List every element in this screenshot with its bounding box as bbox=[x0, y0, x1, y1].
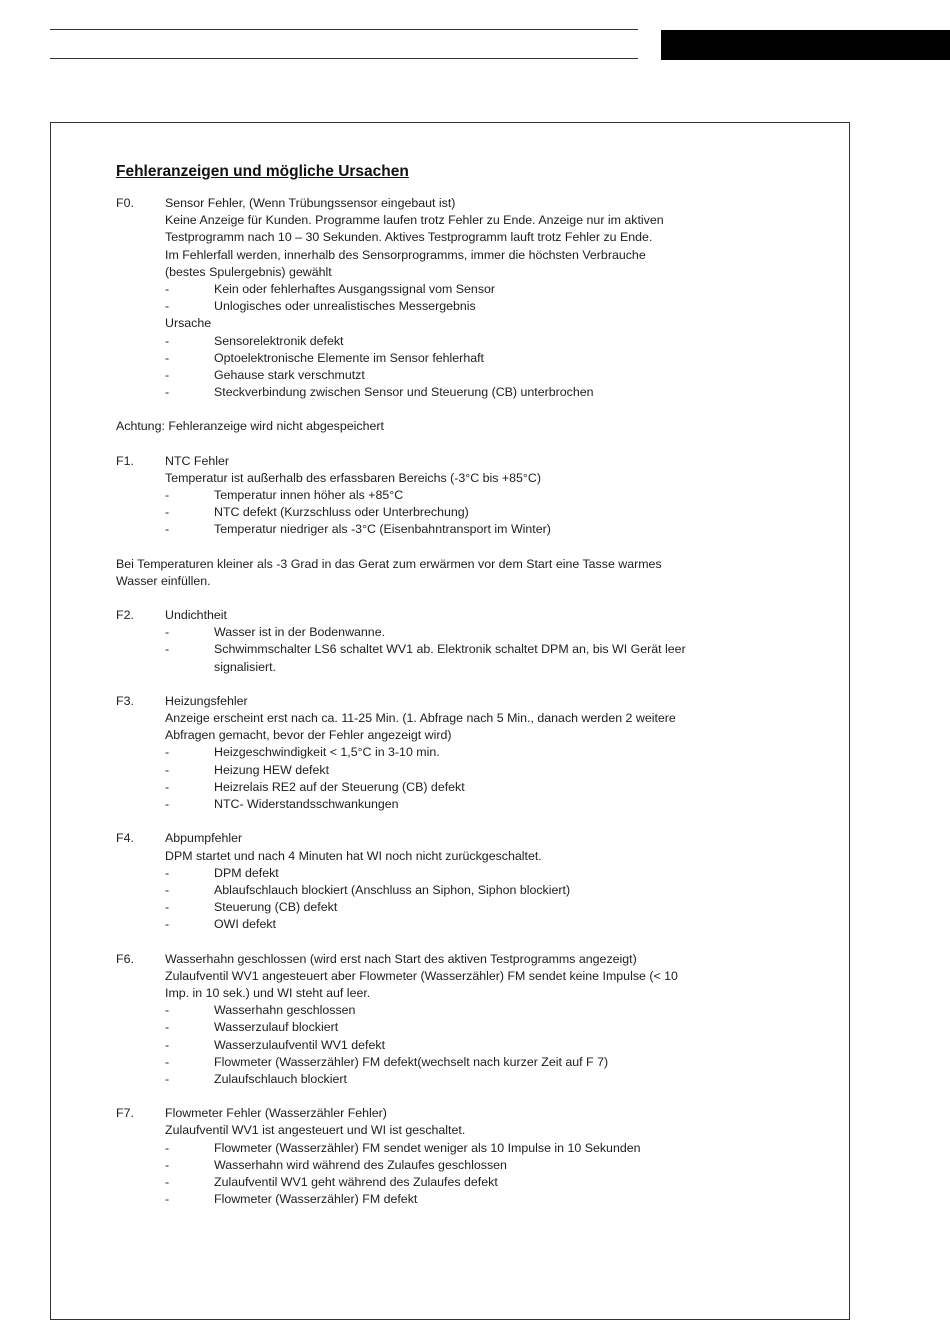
list-item: - Wasserzulauf blockiert bbox=[165, 1020, 339, 1035]
error-heading: Heizungsfehler bbox=[165, 693, 248, 708]
document-body bbox=[116, 162, 776, 1225]
description-line: Zulaufventil WV1 angesteuert aber Flowmeter (Wasserzähler) FM sendet keine Impulse (< 10 bbox=[165, 968, 678, 983]
list-item: - Temperatur innen höher als +85°C bbox=[165, 488, 404, 503]
list-item: - NTC defekt (Kurzschluss oder Unterbrechung) bbox=[165, 505, 469, 520]
list-item: - Gehause stark verschmutzt bbox=[165, 368, 365, 383]
list-item: - Wasserhahn geschlossen bbox=[165, 1003, 356, 1018]
error-code: F6. bbox=[116, 951, 134, 966]
error-heading: Flowmeter Fehler (Wasserzähler Fehler) bbox=[165, 1106, 387, 1121]
list-item: - Flowmeter (Wasserzähler) FM defekt bbox=[165, 1192, 418, 1207]
list-item: - Steckverbindung zwischen Sensor und Steuerung (CB) unterbrochen bbox=[165, 385, 594, 400]
list-item-continuation: signalisiert. bbox=[214, 659, 276, 674]
list-item: - Wasser ist in der Bodenwanne. bbox=[165, 625, 386, 640]
list-item: - Wasserzulaufventil WV1 defekt bbox=[165, 1037, 386, 1052]
error-heading: Abpumpfehler bbox=[165, 831, 243, 846]
error-code: F7. bbox=[116, 1106, 134, 1121]
list-item: - Sensorelektronik defekt bbox=[165, 333, 344, 348]
description-line: Temperatur ist außerhalb des erfassbaren Bereichs (-3°C bis +85°C) bbox=[165, 470, 541, 485]
section-f2 bbox=[116, 607, 776, 676]
section-f0 bbox=[116, 195, 776, 401]
list-item: - Wasserhahn wird während des Zulaufes geschlossen bbox=[165, 1157, 507, 1172]
list-item: - Steuerung (CB) defekt bbox=[165, 900, 338, 915]
header-black-bar bbox=[661, 30, 950, 60]
header-rule-bottom bbox=[50, 58, 638, 59]
list-item: - Ablaufschlauch blockiert (Anschluss an Siphon, Siphon blockiert) bbox=[165, 882, 571, 897]
description-line: Testprogramm nach 10 – 30 Sekunden. Aktives Testprogramm lauft trotz Fehler zu Ende. bbox=[165, 230, 653, 245]
cause-label: Ursache bbox=[165, 316, 212, 331]
header-rule-top bbox=[50, 29, 638, 30]
description-line: Anzeige erscheint erst nach ca. 11-25 Min. (1. Abfrage nach 5 Min., danach werden 2 weitere bbox=[165, 711, 676, 726]
list-item: - Flowmeter (Wasserzähler) FM sendet weniger als 10 Impulse in 10 Sekunden bbox=[165, 1140, 641, 1155]
list-item: - Heizrelais RE2 auf der Steuerung (CB) defekt bbox=[165, 779, 465, 794]
error-heading: NTC Fehler bbox=[165, 453, 230, 468]
list-item: - DPM defekt bbox=[165, 865, 279, 880]
error-code: F1. bbox=[116, 453, 134, 468]
description-line: Keine Anzeige für Kunden. Programme laufen trotz Fehler zu Ende. Anzeige nur im aktiven bbox=[165, 213, 664, 228]
description-line: Im Fehlerfall werden, innerhalb des Sensorprogramms, immer die höchsten Verbrauche bbox=[165, 247, 646, 262]
list-item: - Zulaufschlauch blockiert bbox=[165, 1071, 347, 1086]
page-title: Fehleranzeigen und mögliche Ursachen bbox=[116, 163, 409, 180]
list-item: - NTC- Widerstandsschwankungen bbox=[165, 797, 399, 812]
list-item: - Heizung HEW defekt bbox=[165, 762, 330, 777]
error-code: F2. bbox=[116, 608, 134, 623]
error-heading: Undichtheit bbox=[165, 608, 227, 623]
section-f6 bbox=[116, 951, 776, 1089]
description-line: DPM startet und nach 4 Minuten hat WI noch nicht zurückgeschaltet. bbox=[165, 848, 542, 863]
description-line: Zulaufventil WV1 ist angesteuert und WI ist geschaltet. bbox=[165, 1123, 466, 1138]
error-heading: Sensor Fehler, (Wenn Trübungssensor eingebaut ist) bbox=[165, 196, 456, 210]
list-item: - OWI defekt bbox=[165, 917, 276, 932]
section-f3 bbox=[116, 693, 776, 813]
list-item: - Zulaufventil WV1 geht während des Zulaufes defekt bbox=[165, 1174, 498, 1189]
list-item: - Optoelektronische Elemente im Sensor fehlerhaft bbox=[165, 350, 484, 365]
note-f0: Achtung: Fehleranzeige wird nicht abgespeichert bbox=[116, 419, 384, 434]
description-line: Imp. in 10 sek.) und WI steht auf leer. bbox=[165, 985, 371, 1000]
list-item: - Temperatur niedriger als -3°C (Eisenbahntransport im Winter) bbox=[165, 522, 551, 537]
error-heading: Wasserhahn geschlossen (wird erst nach Start des aktiven Testprogramms angezeigt) bbox=[165, 951, 637, 966]
note-f1: Bei Temperaturen kleiner als -3 Grad in das Gerat zum erwärmen vor dem Start eine Tasse warmes Wasser einfüllen. bbox=[116, 556, 662, 588]
list-item: - Flowmeter (Wasserzähler) FM defekt(wechselt nach kurzer Zeit auf F 7) bbox=[165, 1054, 609, 1069]
error-code: F0. bbox=[116, 196, 134, 210]
section-f4 bbox=[116, 830, 776, 933]
list-item: - Heizgeschwindigkeit < 1,5°C in 3-10 min. bbox=[165, 745, 440, 760]
section-f1 bbox=[116, 453, 776, 539]
error-code: F4. bbox=[116, 831, 134, 846]
list-item: - Schwimmschalter LS6 schaltet WV1 ab. Elektronik schaltet DPM an, bis WI Gerät leer bbox=[165, 642, 686, 657]
description-line: Abfragen gemacht, bevor der Fehler angezeigt wird) bbox=[165, 728, 452, 743]
error-code: F3. bbox=[116, 693, 134, 708]
description-line: (bestes Spulergebnis) gewählt bbox=[165, 264, 332, 279]
list-item: - Kein oder fehlerhaftes Ausgangssignal vom Sensor bbox=[165, 282, 496, 297]
list-item: - Unlogisches oder unrealistisches Messergebnis bbox=[165, 299, 476, 314]
section-f7 bbox=[116, 1105, 776, 1208]
